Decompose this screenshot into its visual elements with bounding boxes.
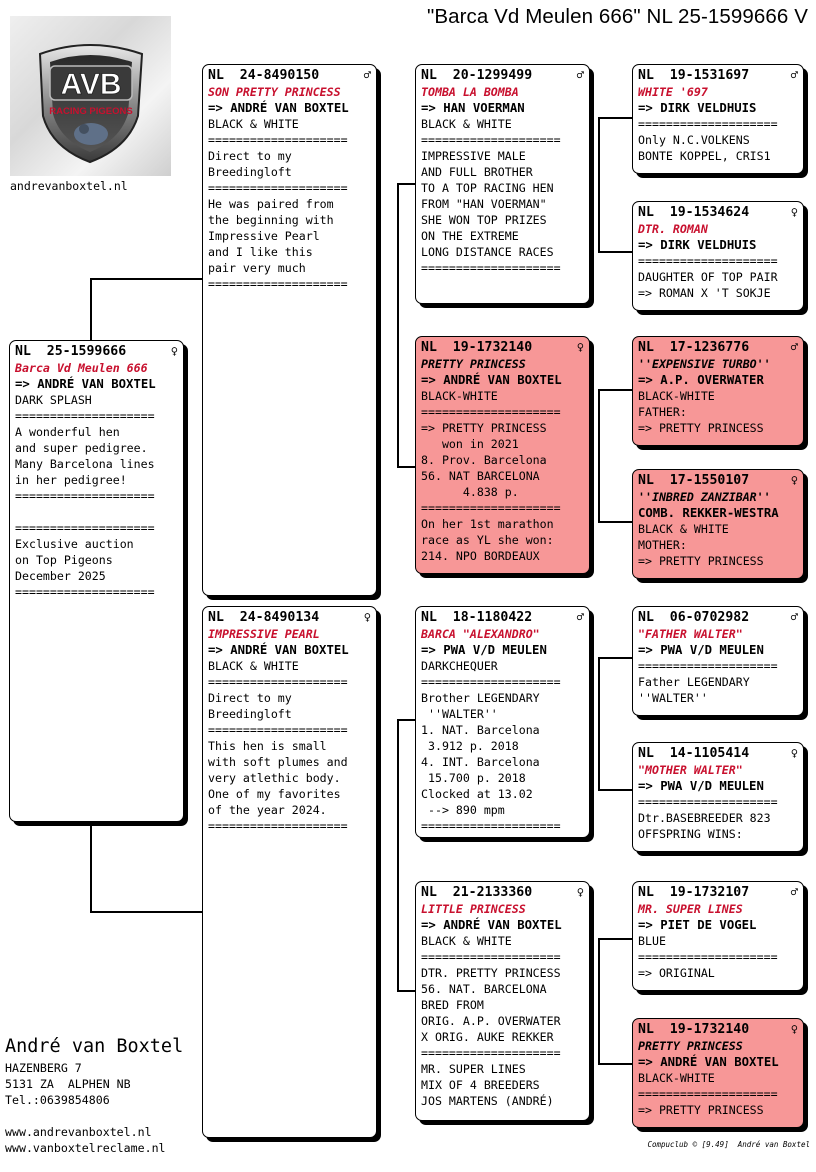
note-line: of the year 2024. xyxy=(208,803,327,817)
connector xyxy=(397,183,417,185)
note-line: ==================== xyxy=(421,675,561,689)
note-line xyxy=(15,504,178,520)
owner: => PWA V/D MEULEN xyxy=(421,643,547,657)
owner: => PWA V/D MEULEN xyxy=(638,643,764,657)
note-line: ==================== xyxy=(638,1087,778,1101)
male-icon: ♂ xyxy=(363,68,371,82)
note-line: TO A TOP RACING HEN xyxy=(421,181,554,195)
note-line: FROM "HAN VOERMAN" xyxy=(421,197,547,211)
note-line: ==================== xyxy=(208,277,348,291)
note-line: BLUE xyxy=(638,934,666,948)
color-text: BLACK & WHITE xyxy=(421,934,512,948)
note-line: and I like this xyxy=(208,245,313,259)
color-text: DARKCHEQUER xyxy=(421,659,498,673)
note-line: SHE WON TOP PRIZES xyxy=(421,213,547,227)
owner: => DIRK VELDHUIS xyxy=(638,238,757,252)
note-line: Dtr.BASEBREEDER 823 xyxy=(638,811,771,825)
owner: => PWA V/D MEULEN xyxy=(638,779,764,793)
note-line: ==================== xyxy=(421,819,561,833)
note-line: the beginning with xyxy=(208,213,334,227)
note-line: 4. INT. Barcelona xyxy=(421,755,540,769)
note-line: 56. NAT. BARCELONA xyxy=(421,982,547,996)
pigeon-name: MR. SUPER LINES xyxy=(638,902,743,916)
note-line: on Top Pigeons xyxy=(15,553,113,567)
ring-number: NL 24-8490134 ♀ xyxy=(208,610,371,625)
connector xyxy=(598,389,632,391)
note-line: ==================== xyxy=(421,405,561,419)
note-line: X ORIG. AUKE REKKER xyxy=(421,1030,554,1044)
pedigree-card-fm[interactable] xyxy=(415,336,590,574)
note-line: IMPRESSIVE MALE xyxy=(421,149,526,163)
pigeon-name: PRETTY PRINCESS xyxy=(638,1039,743,1053)
note-line: ==================== xyxy=(638,950,778,964)
female-icon: ♀ xyxy=(790,205,798,219)
note-line: => PRETTY PRINCESS xyxy=(638,554,764,568)
owner: COMB. REKKER-WESTRA xyxy=(638,506,779,520)
male-icon: ♂ xyxy=(790,885,798,899)
note-line: 4.838 p. xyxy=(421,485,519,499)
note-line: Impressive Pearl xyxy=(208,229,320,243)
owner: => PIET DE VOGEL xyxy=(638,918,757,932)
note-line: Father LEGENDARY xyxy=(638,675,750,689)
logo-subtitle: RACING PIGEONS xyxy=(49,106,133,117)
pedigree-card-main[interactable] xyxy=(9,340,184,822)
note-line: pair very much xyxy=(208,261,306,275)
pigeon-name: WHITE '697 xyxy=(638,85,708,99)
pigeon-name: LITTLE PRINCESS xyxy=(421,902,526,916)
owner: => A.P. OVERWATER xyxy=(638,373,764,387)
connector xyxy=(598,938,632,940)
ring-number: NL 18-1180422 ♂ xyxy=(421,610,584,625)
note-line: 15.700 p. 2018 xyxy=(421,771,526,785)
female-icon: ♀ xyxy=(170,344,178,358)
connector xyxy=(598,789,632,791)
pigeon-name: DTR. ROMAN xyxy=(638,222,708,236)
footer-credit: Compuclub © [9.49] André van Boxtel xyxy=(647,1140,810,1149)
note-line: LONG DISTANCE RACES xyxy=(421,245,554,259)
connector xyxy=(397,466,417,468)
pigeon-name: "MOTHER WALTER" xyxy=(638,763,743,777)
pedigree-card-mother[interactable] xyxy=(202,606,377,1138)
note-line: A wonderful hen xyxy=(15,425,120,439)
note-line: FATHER: xyxy=(638,405,687,419)
note-line: 1. NAT. Barcelona xyxy=(421,723,540,737)
note-line: 214. NPO BORDEAUX xyxy=(421,549,540,563)
note-line: --> 890 mpm xyxy=(421,803,505,817)
color-text: DARK SPLASH xyxy=(15,393,92,407)
note-line: Brother LEGENDARY xyxy=(421,691,540,705)
websites xyxy=(5,1124,166,1156)
pigeon-name: ''EXPENSIVE TURBO'' xyxy=(638,357,771,371)
note-line: with soft plumes and xyxy=(208,755,348,769)
note-line: DAUGHTER OF TOP PAIR xyxy=(638,270,778,284)
note-line: ''WALTER'' xyxy=(421,707,498,721)
note-line: ==================== xyxy=(638,795,778,809)
ring-number: NL 19-1534624 ♀ xyxy=(638,205,798,220)
note-line: One of my favorites xyxy=(208,787,341,801)
note-line: Breedingloft xyxy=(208,165,292,179)
color-text: BLACK & WHITE xyxy=(208,117,299,131)
color-text: BLACK & WHITE xyxy=(421,117,512,131)
ring-number: NL 25-1599666 ♀ xyxy=(15,344,178,359)
connector xyxy=(598,521,632,523)
female-icon: ♀ xyxy=(576,885,584,899)
male-icon: ♂ xyxy=(790,68,798,82)
breeder-name: André van Boxtel xyxy=(5,1036,184,1057)
female-icon: ♀ xyxy=(790,1022,798,1036)
pigeon-name: BARCA "ALEXANDRO" xyxy=(421,627,540,641)
note-line: => PRETTY PRINCESS xyxy=(638,1103,764,1117)
connector xyxy=(397,719,417,721)
note-line: and super pedigree. xyxy=(15,441,148,455)
breeder-info xyxy=(5,1036,183,1108)
owner: => ANDRÉ VAN BOXTEL xyxy=(208,101,349,115)
note-line: BLACK-WHITE xyxy=(638,1071,715,1085)
owner: => DIRK VELDHUIS xyxy=(638,101,757,115)
color-text: BLACK-WHITE xyxy=(421,389,498,403)
note-line: MIX OF 4 BREEDERS xyxy=(421,1078,540,1092)
owner: => ANDRÉ VAN BOXTEL xyxy=(638,1055,779,1069)
pedigree-card-mm[interactable] xyxy=(415,881,590,1121)
color-text: BLACK & WHITE xyxy=(208,659,299,673)
connector xyxy=(90,911,204,913)
connector xyxy=(598,251,632,253)
note-line: very atlethic body. xyxy=(208,771,341,785)
note-line: BLACK & WHITE xyxy=(638,522,729,536)
note-line: Breedingloft xyxy=(208,707,292,721)
female-icon: ♀ xyxy=(790,746,798,760)
note-line: ==================== xyxy=(638,254,778,268)
note-line: ==================== xyxy=(208,723,348,737)
pedigree-card-fff[interactable] xyxy=(632,64,804,174)
pedigree-card-fmf[interactable] xyxy=(632,336,804,446)
note-line: Clocked at 13.02 xyxy=(421,787,533,801)
note-line: 8. Prov. Barcelona xyxy=(421,453,547,467)
note-line: He was paired from xyxy=(208,197,334,211)
note-line: won in 2021 xyxy=(421,437,519,451)
connector xyxy=(90,278,92,340)
note-line: 56. NAT BARCELONA xyxy=(421,469,540,483)
connector xyxy=(598,117,600,253)
ring-number: NL 21-2133360 ♀ xyxy=(421,885,584,900)
owner: => ANDRÉ VAN BOXTEL xyxy=(15,377,156,391)
connector xyxy=(598,657,600,791)
note-line: Many Barcelona lines xyxy=(15,457,155,471)
connector xyxy=(90,822,92,912)
female-icon: ♀ xyxy=(363,610,371,624)
note-line: ==================== xyxy=(15,585,155,599)
note-line: ==================== xyxy=(15,521,155,535)
note-line: ==================== xyxy=(421,133,561,147)
note-line: => ROMAN X 'T SOKJE xyxy=(638,286,771,300)
ring-number: NL 19-1531697 ♂ xyxy=(638,68,798,83)
note-line: Direct to my xyxy=(208,149,292,163)
note-line: ==================== xyxy=(421,261,561,275)
pigeon-name: Barca Vd Meulen 666 xyxy=(15,361,148,375)
pigeon-name: SON PRETTY PRINCESS xyxy=(208,85,341,99)
note-line: => PRETTY PRINCESS xyxy=(638,421,764,435)
note-line: ==================== xyxy=(208,181,348,195)
male-icon: ♂ xyxy=(576,68,584,82)
note-line: in her pedigree! xyxy=(15,473,127,487)
ring-number: NL 20-1299499 ♂ xyxy=(421,68,584,83)
page-title: "Barca Vd Meulen 666" NL 25-1599666 V xyxy=(426,5,808,28)
note-line: ==================== xyxy=(638,117,778,131)
pigeon-name: "FATHER WALTER" xyxy=(638,627,743,641)
male-icon: ♂ xyxy=(790,340,798,354)
breeder-city: 5131 ZA ALPHEN NB xyxy=(5,1077,131,1091)
connector xyxy=(598,938,600,1065)
owner: => ANDRÉ VAN BOXTEL xyxy=(208,643,349,657)
note-line: Exclusive auction xyxy=(15,537,134,551)
note-line: MR. SUPER LINES xyxy=(421,1062,526,1076)
note-line: => ORIGINAL xyxy=(638,966,715,980)
note-line: This hen is small xyxy=(208,739,327,753)
note-line: ORIG. A.P. OVERWATER xyxy=(421,1014,561,1028)
note-line: ==================== xyxy=(638,659,778,673)
connector xyxy=(598,389,600,523)
pedigree-card-mf[interactable] xyxy=(415,606,590,838)
owner: => ANDRÉ VAN BOXTEL xyxy=(421,918,562,932)
note-line: ON THE EXTREME xyxy=(421,229,519,243)
male-icon: ♂ xyxy=(790,610,798,624)
note-line: => PRETTY PRINCESS xyxy=(421,421,547,435)
ring-number: NL 17-1236776 ♂ xyxy=(638,340,798,355)
owner: => HAN VOERMAN xyxy=(421,101,525,115)
owner: => ANDRÉ VAN BOXTEL xyxy=(421,373,562,387)
male-icon: ♂ xyxy=(576,610,584,624)
note-line: BONTE KOPPEL, CRIS1 xyxy=(638,149,771,163)
pedigree-card-mmf[interactable] xyxy=(632,881,804,991)
ring-number: NL 14-1105414 ♀ xyxy=(638,746,798,761)
note-line: Direct to my xyxy=(208,691,292,705)
note-line: ''WALTER'' xyxy=(638,691,708,705)
note-line: race as YL she won: xyxy=(421,533,554,547)
website-link[interactable]: www.vanboxtelreclame.nl xyxy=(5,1141,166,1155)
note-line: ==================== xyxy=(208,675,348,689)
note-line: 3.912 p. 2018 xyxy=(421,739,519,753)
female-icon: ♀ xyxy=(576,340,584,354)
note-line: ==================== xyxy=(208,133,348,147)
note-line: JOS MARTENS (ANDRÉ) xyxy=(421,1094,554,1108)
connector xyxy=(90,278,204,280)
note-line: BRED FROM xyxy=(421,998,484,1012)
note-line: BLACK-WHITE xyxy=(638,389,715,403)
note-line: ==================== xyxy=(15,489,155,503)
note-line: ==================== xyxy=(421,501,561,515)
connector xyxy=(397,183,399,468)
ring-number: NL 19-1732107 ♂ xyxy=(638,885,798,900)
breeder-phone: Tel.:0639854806 xyxy=(5,1093,110,1107)
connector xyxy=(598,117,632,119)
pedigree-card-ffm[interactable] xyxy=(632,201,804,311)
note-line: OFFSPRING WINS: xyxy=(638,827,743,841)
ring-number: NL 06-0702982 ♂ xyxy=(638,610,798,625)
logo-url: andrevanboxtel.nl xyxy=(10,179,128,193)
logo-text: AVB xyxy=(60,68,122,101)
note-line: ==================== xyxy=(208,819,348,833)
pedigree-card-mmm[interactable] xyxy=(632,1018,804,1128)
pedigree-card-father[interactable] xyxy=(202,64,377,596)
ring-number: NL 19-1732140 ♀ xyxy=(421,340,584,355)
connector xyxy=(598,657,632,659)
avb-logo xyxy=(10,16,171,176)
pedigree-card-fmm[interactable] xyxy=(632,469,804,579)
female-icon: ♀ xyxy=(790,473,798,487)
pigeon-name: ''INBRED ZANZIBAR'' xyxy=(638,490,771,504)
pedigree-card-ff[interactable] xyxy=(415,64,590,304)
pigeon-name: TOMBA LA BOMBA xyxy=(421,85,519,99)
note-line: December 2025 xyxy=(15,569,106,583)
pigeon-name: PRETTY PRINCESS xyxy=(421,357,526,371)
website-link[interactable]: www.andrevanboxtel.nl xyxy=(5,1125,152,1139)
shield-icon xyxy=(10,16,171,176)
ring-number: NL 17-1550107 ♀ xyxy=(638,473,798,488)
note-line: AND FULL BROTHER xyxy=(421,165,533,179)
note-line: ==================== xyxy=(421,1046,561,1060)
note-line: On her 1st marathon xyxy=(421,517,554,531)
note-line: DTR. PRETTY PRINCESS xyxy=(421,966,561,980)
connector xyxy=(598,1063,632,1065)
note-line: ==================== xyxy=(15,409,155,423)
connector xyxy=(397,990,417,992)
pedigree-card-mfm[interactable] xyxy=(632,742,804,852)
ring-number: NL 24-8490150 ♂ xyxy=(208,68,371,83)
note-line: Only N.C.VOLKENS xyxy=(638,133,750,147)
connector xyxy=(397,719,399,992)
pedigree-card-mff[interactable] xyxy=(632,606,804,716)
pigeon-name: IMPRESSIVE PEARL xyxy=(208,627,320,641)
breeder-street: HAZENBERG 7 xyxy=(5,1061,82,1075)
note-line: MOTHER: xyxy=(638,538,687,552)
ring-number: NL 19-1732140 ♀ xyxy=(638,1022,798,1037)
note-line: ==================== xyxy=(421,950,561,964)
